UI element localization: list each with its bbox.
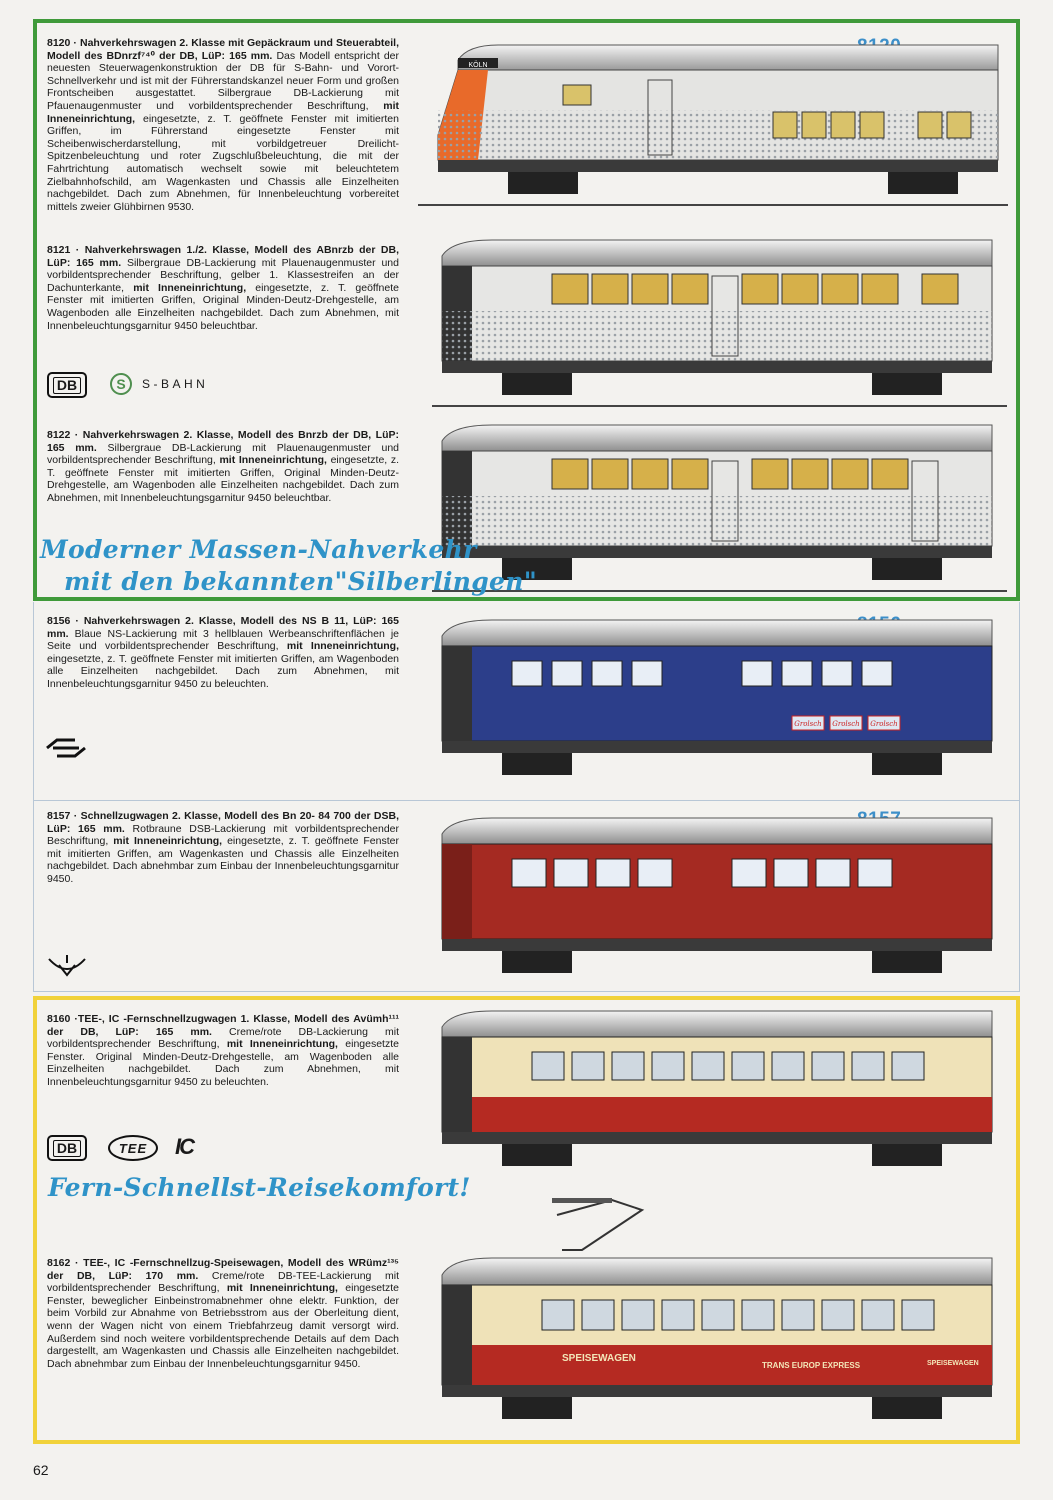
item-8162-header: 8162 · TEE-, IC -Fernschnellzug-Speisewagen, Modell des WRümz¹³⁵ der DB, LüP: 170 mm. <box>47 1257 399 1282</box>
item-8121-train-image <box>432 236 1007 411</box>
car-label-speisewagen: SPEISEWAGEN <box>562 1353 636 1364</box>
ad-1: Grolsch <box>794 720 822 728</box>
item-8157-text-b: eingesetzte, z. T. geöffnete Fenster mit imitierten Griffen, am Wagenkasten und Chassis alle Einzelheiten nachgebildet. Dach abnehmbar zum Einbau der Innenbeleuchtungsgarnitur 9450. <box>47 835 399 885</box>
item-8157-header: 8157 · Schnellzugwagen 2. Klasse, Modell des Bn 20- 84 700 der DSB, LüP: 165 mm. <box>47 810 399 835</box>
item-8120-train-image <box>418 40 1008 215</box>
item-8120-sign: KÖLN <box>468 62 488 69</box>
item-8156-description <box>47 615 399 691</box>
item-8157-text-a: Rotbraune DSB-Lackierung mit vorbildentsprechender Beschriftung, <box>47 822 399 848</box>
item-8120-text-a: Das Modell entspricht der neuesten Steuerwagenkonstruktion der DB für S-Bahn- und Vorort-Schnellverkehr und ist mit der Führerstandskanzel neuer Form und großen Frontscheiben ausgestattet. Silbergraue DB-Lackierung mit Pfauenaugenmuster und vorbildentsprechender Beschriftung, <box>47 49 399 112</box>
item-8121-description <box>47 244 399 332</box>
ad-2: Grolsch <box>832 720 860 728</box>
dsb-logo-icon <box>45 953 89 979</box>
db-logo-text: DB <box>53 377 81 394</box>
item-8157-train-image <box>432 814 1007 984</box>
ns-logo-icon <box>45 738 87 758</box>
item-8157-bold: mit Inneneinrichtung, <box>113 835 223 848</box>
sbahn-symbol: S <box>110 373 132 395</box>
db-logo-tee <box>47 1135 87 1161</box>
item-8160-description <box>47 1013 399 1089</box>
item-8121-header: 8121 · Nahverkehrswagen 1./2. Klasse, Modell des ABnrzb der DB, LüP: 165 mm. <box>47 244 399 269</box>
ic-logo: IC <box>175 1134 193 1159</box>
car-label-speisewagen-end: SPEISEWAGEN <box>927 1360 979 1367</box>
item-8162-description <box>47 1257 399 1370</box>
page-number: 62 <box>33 1462 49 1478</box>
item-8162-text-a: Creme/rote DB-TEE-Lackierung mit vorbildentsprechender Beschriftung, <box>47 1269 399 1295</box>
item-8162-text-b: eingesetzte Fenster, beweglicher Einbeinstromabnehmer ohne elektr. Funktion, der beim Vorbild zur Abnahme von Betriebsstrom aus der Oberleitung dient, wenn der Wagen nicht von einem Triebfahrzeug damit versorgt wird. Außerdem sind noch weitere vorbildentsprechende Details auf dem Dach dargestellt, am Wagenkasten und Chassis alle Einzelheiten nachgebildet. Dach abnehmbar zum Einbau der Innenbeleuchtungsgarnitur 9450. <box>47 1282 399 1370</box>
item-8121-bold: mit Inneneinrichtung, <box>133 281 247 294</box>
tee-slogan: Fern-Schnellst-Reisekomfort! <box>48 1173 471 1202</box>
ad-3: Grolsch <box>870 720 898 728</box>
item-8162-train-image <box>432 1190 1007 1435</box>
item-8122-description <box>47 429 399 505</box>
item-8122-header: 8122 · Nahverkehrswagen 2. Klasse, Modell des Bnrzb der DB, LüP: 165 mm. <box>47 429 399 454</box>
item-8160-header: 8160 ·TEE-, IC -Fernschnellzugwagen 1. Klasse, Modell des Avümh¹¹¹ der DB, LüP: 165 mm. <box>47 1013 399 1038</box>
silberling-slogan <box>40 534 537 598</box>
item-8156-train-image <box>432 616 1007 791</box>
sbahn-logo <box>110 373 208 395</box>
item-8120-header: 8120 · Nahverkehrswagen 2. Klasse mit Gepäckraum und Steuerabteil, Modell des BDnrzf⁷⁴⁰ der DB, LüP: 165 mm. <box>47 37 399 62</box>
silberling-slogan-line1: Moderner Massen-Nahverkehr <box>40 535 477 564</box>
item-8156-bold: mit Inneneinrichtung, <box>286 640 399 653</box>
item-8120-text-b: eingesetzte, z. T. geöffnete Fenster mit imitierten Griffen, im Führerstand eingesetzte Fenster mit Scheibenwischerdarstellung, mit vorbildgetreuer Dreilicht-Spitzenbeleuchtung und roter Zugschlußbeleuchtung, die mit der Fahrtrichtung automatisch wechselt sowie mit beleuchtetem Zielbahnhofschild, am Wagenkasten und Chassis alle Einzelheiten nachgebildet. Dach zum Abnehmen, für Innenbeleuchtung vorbereitet mittels zweier Glühbirnen 9530. <box>47 112 399 213</box>
item-8156-text-b: eingesetzte, z. T. geöffnete Fenster mit imitierten Griffen, am Wagenboden alle Einzelheiten nachgebildet. Dach zum Abnehmen, mit Innenbeleuchtungsgarnitur 9450 zu beleuchten. <box>47 652 399 690</box>
car-label-tee: TRANS EUROP EXPRESS <box>762 1361 861 1370</box>
item-8122-bold: mit Inneneinrichtung, <box>219 454 327 467</box>
tee-logo: TEE <box>108 1135 158 1161</box>
item-8156-header: 8156 · Nahverkehrswagen 2. Klasse, Modell des NS B 11, LüP: 165 mm. <box>47 615 399 640</box>
db-logo <box>47 372 87 398</box>
item-8156-text-a: Blaue NS-Lackierung mit 3 hellblauen Werbeanschriftenflächen je Seite und vorbildentsprechender Beschriftung, <box>47 627 399 653</box>
item-8120-bold: mit Inneneinrichtung, <box>47 99 399 125</box>
item-8160-train-image <box>432 1007 1007 1177</box>
item-8160-bold: mit Inneneinrichtung, <box>226 1038 338 1051</box>
sbahn-text: S-BAHN <box>142 377 209 391</box>
item-8160-text-b: eingesetzte Fenster. Original Minden-Deutz-Drehgestelle, am Wagenboden alle Einzelheiten nachgebildet. Dach zum Abnehmen, mit Innenbeleuchtungsgarnitur 9450 zu beleuchten. <box>47 1038 399 1088</box>
item-8121-text-a: Silbergraue DB-Lackierung mit Plauenaugenmuster und vorbildentsprechender Beschriftung, gelber 1. Klassestreifen an der Dachunterkante, <box>47 256 399 294</box>
item-8120-description <box>47 37 399 213</box>
item-8162-bold: mit Inneneinrichtung, <box>226 1282 338 1295</box>
item-8122-text-b: eingesetzte, z. T. geöffnete Fenster mit imitierten Griffen, Original Minden-Deutz-Drehgestelle, am Wagenboden alle Einzelheiten nachgebildet. Dach zum Abnehmen, mit Innenbeleuchtungsgarnitur 9450 beleuchtbar. <box>47 454 400 504</box>
item-8157-description <box>47 810 399 886</box>
item-8160-text-a: Creme/rote DB-Lackierung mit vorbildentsprechender Beschriftung, <box>47 1025 400 1051</box>
db-logo-tee-text: DB <box>53 1140 81 1157</box>
item-8122-text-a: Silbergraue DB-Lackierung mit Plauenaugenmuster und vorbildentsprechender Beschriftung, <box>47 441 399 467</box>
silberling-slogan-line2: mit den bekannten"Silberlingen" <box>64 567 538 596</box>
item-8121-text-b: eingesetzte, z. T. geöffnete Fenster mit imitierten Griffen, Original Minden-Deutz-Drehgestelle, am Wagenboden alle Einzelheiten nachgebildet. Dach zum Abnehmen, mit Innenbeleuchtungsgarnitur 9450 beleuchtbar. <box>47 281 399 332</box>
